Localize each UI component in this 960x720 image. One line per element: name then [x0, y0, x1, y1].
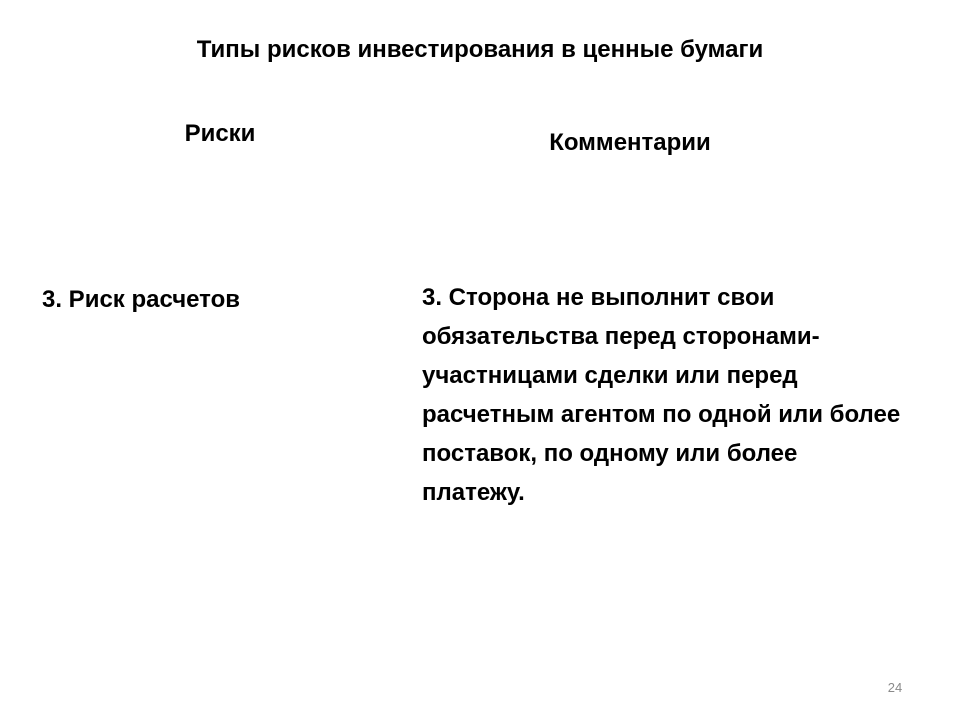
- comments-column-header: Комментарии: [549, 129, 711, 156]
- slide-title: Типы рисков инвестирования в ценные бумаги: [196, 36, 764, 63]
- risk-comment: 3. Сторона не выполнит свои обязательства перед сторонами-участницами сделки или перед расчетным агентом по одной или более поставок, по одному или более платежу.: [422, 284, 901, 506]
- risk-item: 3. Риск расчетов: [42, 286, 241, 313]
- risks-column-header: Риски: [184, 120, 256, 147]
- page-number: 24: [887, 680, 903, 695]
